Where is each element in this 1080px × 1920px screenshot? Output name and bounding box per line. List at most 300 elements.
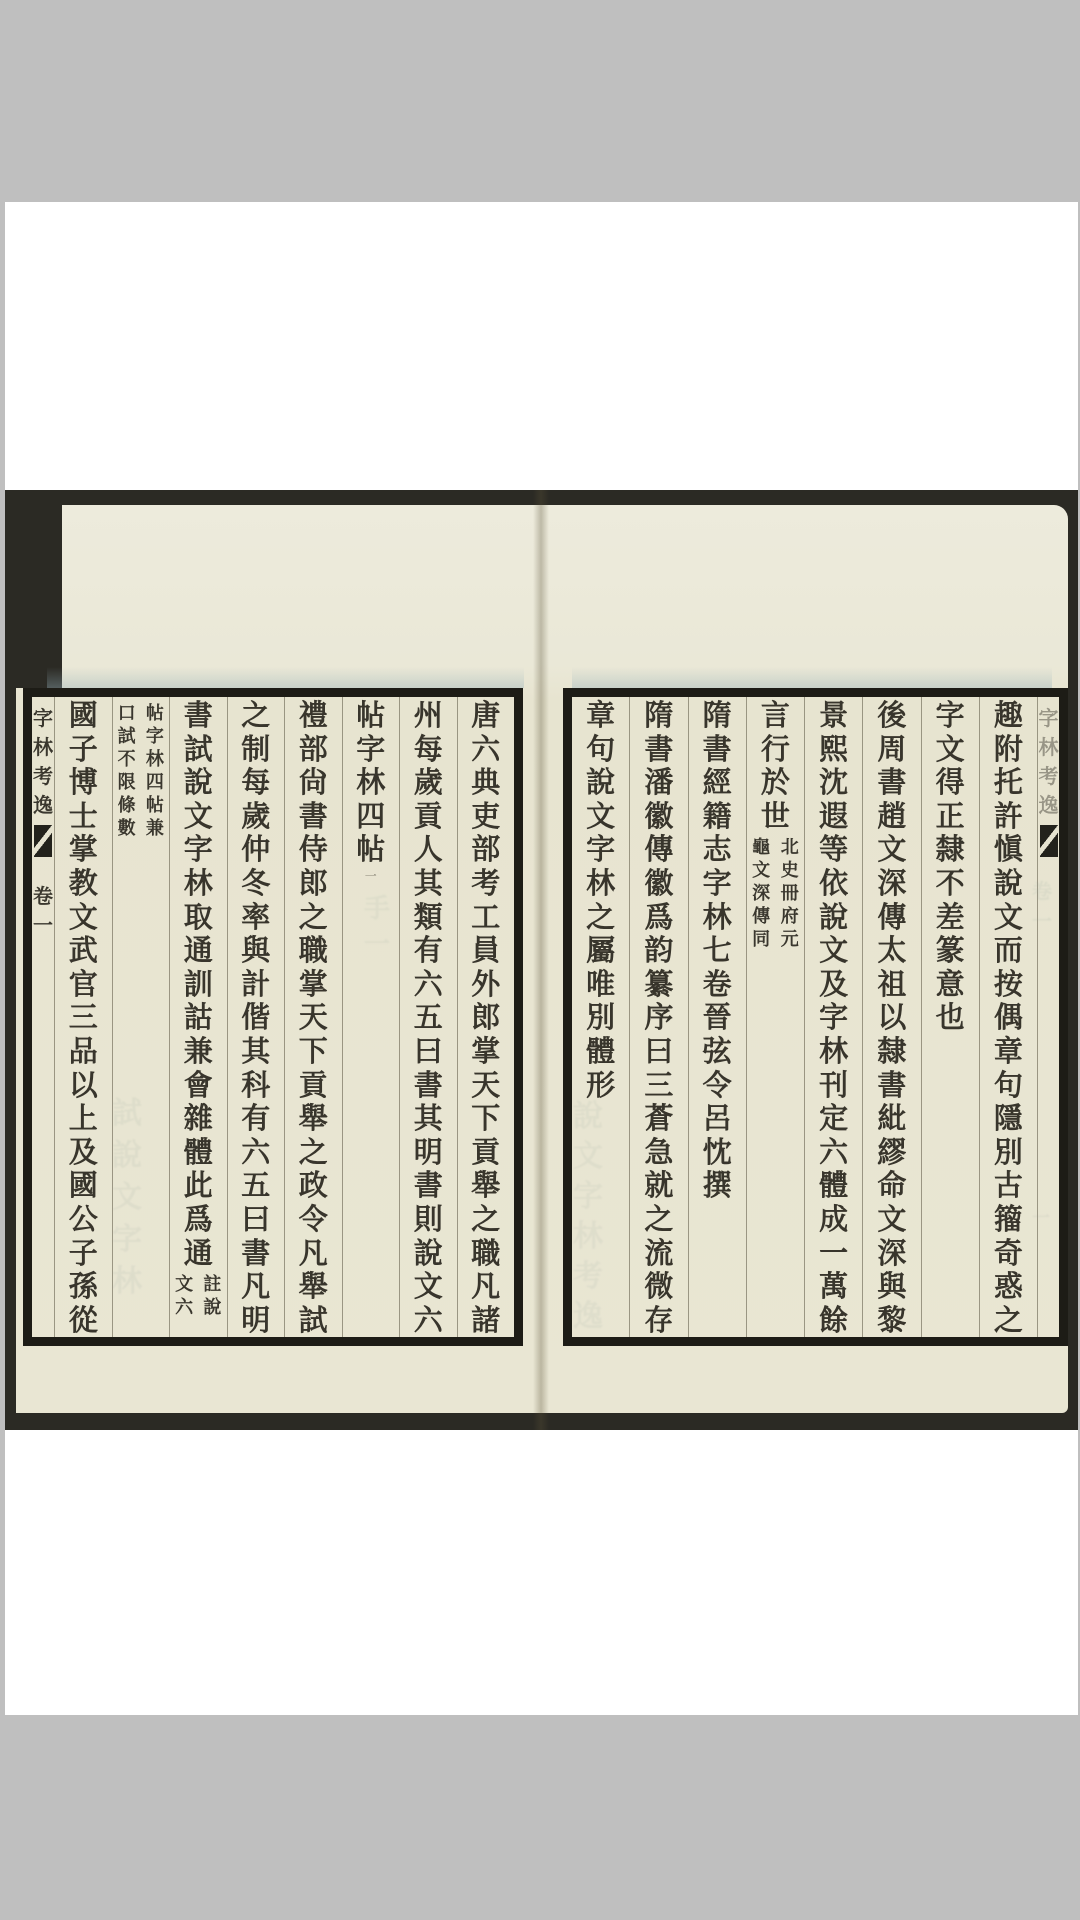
han-glyph: 六	[819, 1136, 849, 1169]
han-glyph: 志	[702, 834, 732, 867]
han-glyph: 弦	[702, 1035, 732, 1068]
han-glyph: 說	[413, 1237, 443, 1270]
han-glyph: 字	[145, 726, 164, 746]
han-glyph: 於	[760, 767, 790, 800]
bleedthrough-ghost-text: 試 說 文 字 林	[112, 1097, 142, 1298]
han-glyph: 唯	[586, 968, 616, 1001]
han-glyph: 行	[760, 733, 790, 766]
han-glyph: 說	[819, 901, 849, 934]
han-glyph: 林	[145, 749, 164, 769]
worn-corner-shadow	[16, 505, 62, 688]
han-glyph: 字	[356, 733, 386, 766]
bleedthrough-ghost-text: 手 一	[364, 894, 391, 959]
han-glyph: 從	[68, 1304, 98, 1337]
han-glyph: 隋	[644, 700, 674, 732]
han-glyph: 文	[877, 1203, 907, 1236]
han-glyph: 隸	[877, 1035, 907, 1068]
han-glyph: 愼	[993, 834, 1023, 867]
han-glyph: 別	[586, 1002, 616, 1035]
note-subcolumn	[775, 836, 804, 951]
han-glyph: 天	[471, 1069, 501, 1102]
han-glyph: 部	[471, 834, 501, 867]
han-glyph: 典	[471, 767, 501, 800]
han-glyph: 歲	[241, 800, 271, 833]
bleed-tint	[47, 667, 524, 688]
fishtail-mark	[1040, 825, 1058, 857]
han-glyph: 說	[203, 1297, 222, 1318]
han-glyph: 傳	[877, 901, 907, 934]
han-glyph: 每	[241, 767, 271, 800]
han-glyph: 貢	[413, 800, 443, 833]
han-glyph: 說	[993, 867, 1023, 900]
han-glyph: 五	[241, 1170, 271, 1203]
han-glyph: 體	[819, 1170, 849, 1203]
han-glyph: 子	[68, 733, 98, 766]
han-glyph: 國	[68, 1170, 98, 1203]
han-glyph: 以	[877, 1002, 907, 1035]
han-glyph: 其	[413, 867, 443, 900]
han-glyph: 林	[183, 867, 213, 900]
text-column	[399, 697, 457, 1337]
han-glyph: 字	[702, 867, 732, 900]
han-glyph: 有	[241, 1103, 271, 1136]
han-glyph: 許	[993, 800, 1023, 833]
han-glyph: 子	[68, 1237, 98, 1270]
han-glyph: 依	[819, 867, 849, 900]
han-glyph: 兼	[183, 1035, 213, 1068]
han-glyph: 蒼	[644, 1103, 674, 1136]
han-glyph: 餘	[819, 1304, 849, 1337]
han-glyph: 教	[68, 867, 98, 900]
han-glyph: 通	[183, 935, 213, 968]
text-frame-right	[563, 688, 1068, 1346]
han-glyph: 文	[175, 1274, 194, 1295]
han-glyph: 爲	[644, 901, 674, 934]
text-frame-left	[23, 688, 523, 1346]
han-glyph: 六	[413, 1304, 443, 1337]
han-glyph: 偶	[993, 1002, 1023, 1035]
han-glyph: 一	[33, 915, 53, 937]
han-glyph: 紕	[877, 1103, 907, 1136]
han-glyph: 文	[935, 733, 965, 766]
han-glyph: 書	[241, 1237, 271, 1270]
han-glyph: 此	[183, 1170, 213, 1203]
note-subcolumn	[198, 1273, 226, 1319]
han-glyph: 博	[68, 767, 98, 800]
han-glyph: 書	[298, 800, 328, 833]
han-glyph: 科	[241, 1069, 271, 1102]
han-glyph: 唐	[471, 700, 501, 732]
han-glyph: 職	[298, 935, 328, 968]
han-glyph: 字	[183, 834, 213, 867]
han-glyph: 撰	[702, 1170, 732, 1203]
text-column	[227, 697, 285, 1337]
han-glyph: 說	[586, 767, 616, 800]
han-glyph: 之	[993, 1304, 1023, 1337]
han-glyph: 七	[702, 935, 732, 968]
han-glyph: 文	[183, 800, 213, 833]
han-glyph: 字	[935, 700, 965, 732]
han-glyph: 其	[413, 1103, 443, 1136]
han-glyph: 經	[702, 767, 732, 800]
han-glyph: 員	[471, 935, 501, 968]
han-glyph: 卷	[33, 886, 53, 908]
han-glyph: 掌	[298, 968, 328, 1001]
han-glyph: 下	[298, 1035, 328, 1068]
han-glyph: 六	[241, 1136, 271, 1169]
han-glyph: 晉	[702, 1002, 732, 1035]
han-glyph: 舉	[298, 1271, 328, 1304]
han-glyph: 訓	[183, 968, 213, 1001]
text-column	[629, 697, 687, 1337]
han-glyph: 帖	[356, 834, 386, 867]
han-glyph: 趙	[877, 800, 907, 833]
han-glyph: 有	[413, 935, 443, 968]
han-glyph: 條	[117, 795, 136, 815]
han-glyph: 也	[935, 1002, 965, 1035]
han-glyph: 令	[298, 1203, 328, 1236]
text-column	[112, 697, 170, 1337]
han-glyph: 遐	[819, 800, 849, 833]
han-glyph: 及	[819, 968, 849, 1001]
han-glyph: 三	[644, 1069, 674, 1102]
han-glyph: 舉	[298, 1103, 328, 1136]
han-glyph: 類	[413, 901, 443, 934]
han-glyph: 考	[471, 867, 501, 900]
han-glyph: 後	[877, 700, 907, 732]
han-glyph: 不	[117, 749, 136, 769]
note-subcolumn	[113, 702, 141, 840]
han-glyph: 沈	[819, 767, 849, 800]
text-column	[457, 697, 515, 1337]
han-glyph: 而	[993, 935, 1023, 968]
han-glyph: 冬	[241, 867, 271, 900]
han-glyph: 景	[819, 700, 849, 732]
han-glyph: 卷	[702, 968, 732, 1001]
han-glyph: 府	[780, 906, 799, 927]
han-glyph: 句	[993, 1069, 1023, 1102]
han-glyph: 計	[241, 968, 271, 1001]
han-glyph: 傳	[752, 906, 771, 927]
text-column	[746, 697, 804, 1337]
center-fold-crease	[533, 490, 549, 1430]
han-glyph: 萬	[819, 1271, 849, 1304]
bleedthrough-ghost-text: 一	[1032, 1208, 1050, 1228]
han-glyph: 曰	[644, 1035, 674, 1068]
text-column	[804, 697, 862, 1337]
han-glyph: 忱	[702, 1136, 732, 1169]
interlinear-note	[113, 702, 170, 840]
han-glyph: 會	[183, 1069, 213, 1102]
bleedthrough-ghost-text: 卷 一	[1032, 881, 1052, 933]
han-glyph: 尙	[298, 767, 328, 800]
text-column	[54, 697, 112, 1337]
han-glyph: 林	[586, 867, 616, 900]
han-glyph: 職	[471, 1237, 501, 1270]
han-glyph: 帖	[356, 700, 386, 732]
han-glyph: 呂	[702, 1103, 732, 1136]
han-glyph: 帖	[145, 795, 164, 815]
han-glyph: 不	[935, 867, 965, 900]
han-glyph: 徽	[644, 867, 674, 900]
han-glyph: 傳	[644, 834, 674, 867]
han-glyph: 明	[413, 1136, 443, 1169]
han-glyph: 凡	[298, 1237, 328, 1270]
han-glyph: 數	[117, 818, 136, 838]
han-glyph: 流	[644, 1237, 674, 1270]
han-glyph: 附	[993, 733, 1023, 766]
interlinear-note	[747, 836, 804, 951]
han-glyph: 侍	[298, 834, 328, 867]
note-subcolumn	[747, 836, 776, 951]
han-glyph: 急	[644, 1136, 674, 1169]
han-glyph: 六	[175, 1297, 194, 1318]
banxin-strip	[1037, 697, 1059, 1337]
book-page-right	[540, 505, 1068, 1413]
han-glyph: 北	[780, 837, 799, 858]
text-column	[979, 697, 1037, 1337]
han-glyph: 武	[68, 935, 98, 968]
han-glyph: 章	[586, 700, 616, 732]
han-glyph: 文	[68, 901, 98, 934]
han-glyph: 明	[241, 1304, 271, 1337]
han-glyph: 之	[298, 901, 328, 934]
han-glyph: 趣	[993, 700, 1023, 732]
han-glyph: 字	[33, 708, 53, 730]
han-glyph: 六	[471, 733, 501, 766]
han-glyph: 世	[760, 800, 790, 833]
text-column	[572, 697, 629, 1337]
han-glyph: 書	[644, 733, 674, 766]
han-glyph: 同	[752, 929, 771, 950]
han-glyph: 六	[413, 968, 443, 1001]
han-glyph: 詁	[183, 1002, 213, 1035]
interlinear-note	[170, 1273, 227, 1319]
note-subcolumn	[141, 702, 169, 840]
han-glyph: 纂	[644, 968, 674, 1001]
han-glyph: 太	[877, 935, 907, 968]
han-glyph: 書	[413, 1170, 443, 1203]
han-glyph: 部	[298, 733, 328, 766]
han-glyph: 貢	[298, 1069, 328, 1102]
han-glyph: 書	[877, 1069, 907, 1102]
han-glyph: 存	[644, 1304, 674, 1337]
fishtail-mark	[34, 825, 52, 857]
han-glyph: 隱	[993, 1103, 1023, 1136]
han-glyph: 雜	[183, 1103, 213, 1136]
han-glyph: 品	[68, 1035, 98, 1068]
han-glyph: 與	[877, 1271, 907, 1304]
han-glyph: 公	[68, 1203, 98, 1236]
han-glyph: 成	[819, 1203, 849, 1236]
han-glyph: 試	[183, 733, 213, 766]
han-glyph: 書	[413, 1069, 443, 1102]
han-glyph: 書	[877, 767, 907, 800]
han-glyph: 隋	[702, 700, 732, 732]
han-glyph: 文	[752, 860, 771, 881]
han-glyph: 註	[203, 1274, 222, 1295]
han-glyph: 掌	[471, 1035, 501, 1068]
note-subcolumn	[170, 1273, 198, 1319]
han-glyph: 按	[993, 968, 1023, 1001]
bleed-tint	[572, 667, 1053, 688]
han-glyph: 命	[877, 1170, 907, 1203]
han-glyph: 郎	[471, 1002, 501, 1035]
han-glyph: 惑	[993, 1271, 1023, 1304]
han-glyph: 吏	[471, 800, 501, 833]
han-glyph: 文	[413, 1271, 443, 1304]
han-glyph: 微	[644, 1271, 674, 1304]
han-glyph: 得	[935, 767, 965, 800]
han-glyph: 爲	[183, 1203, 213, 1236]
han-glyph: 字	[819, 1002, 849, 1035]
han-glyph: 冊	[780, 883, 799, 904]
han-glyph: 一	[364, 868, 377, 883]
han-glyph: 龜	[752, 837, 771, 858]
han-glyph: 定	[819, 1103, 849, 1136]
han-glyph: 文	[819, 935, 849, 968]
han-glyph: 歲	[413, 767, 443, 800]
banxin-strip	[32, 697, 54, 1337]
text-column	[169, 697, 227, 1337]
han-glyph: 隸	[935, 834, 965, 867]
han-glyph: 每	[413, 733, 443, 766]
han-glyph: 文	[586, 800, 616, 833]
han-glyph: 深	[877, 867, 907, 900]
han-glyph: 序	[644, 1002, 674, 1035]
han-glyph: 則	[413, 1203, 443, 1236]
han-glyph: 曰	[413, 1035, 443, 1068]
han-glyph: 掌	[68, 834, 98, 867]
han-glyph: 限	[117, 772, 136, 792]
han-glyph: 四	[356, 800, 386, 833]
han-glyph: 文	[993, 901, 1023, 934]
han-glyph: 以	[68, 1069, 98, 1102]
han-glyph: 天	[298, 1002, 328, 1035]
han-glyph: 五	[413, 1002, 443, 1035]
han-glyph: 字	[586, 834, 616, 867]
han-glyph: 郎	[298, 867, 328, 900]
han-glyph: 凡	[471, 1271, 501, 1304]
han-glyph: 偕	[241, 1002, 271, 1035]
han-glyph: 別	[993, 1136, 1023, 1169]
han-glyph: 潘	[644, 767, 674, 800]
text-column	[284, 697, 342, 1337]
han-glyph: 逸	[1038, 795, 1059, 817]
han-glyph: 仲	[241, 834, 271, 867]
han-glyph: 形	[586, 1069, 616, 1102]
text-column	[688, 697, 746, 1337]
bleedthrough-ghost-text: 說 文 字 林 考 逸	[573, 1100, 603, 1333]
han-glyph: 試	[117, 726, 136, 746]
han-glyph: 之	[644, 1203, 674, 1236]
han-glyph: 就	[644, 1170, 674, 1203]
han-glyph: 帖	[145, 703, 164, 723]
han-glyph: 等	[819, 834, 849, 867]
han-glyph: 籍	[702, 800, 732, 833]
han-glyph: 句	[586, 733, 616, 766]
book-page-left	[16, 505, 540, 1413]
han-glyph: 籀	[993, 1203, 1023, 1236]
text-column	[921, 697, 979, 1337]
han-glyph: 之	[471, 1203, 501, 1236]
han-glyph: 史	[780, 860, 799, 881]
han-glyph: 林	[33, 737, 53, 759]
volume-label	[33, 883, 53, 941]
text-column	[862, 697, 920, 1337]
han-glyph: 古	[993, 1170, 1023, 1203]
han-glyph: 繆	[877, 1136, 907, 1169]
han-glyph: 黎	[877, 1304, 907, 1337]
han-glyph: 國	[68, 700, 98, 732]
han-glyph: 口	[117, 703, 136, 723]
han-glyph: 通	[183, 1237, 213, 1270]
han-glyph: 外	[471, 968, 501, 1001]
han-glyph: 逸	[33, 795, 53, 817]
han-glyph: 意	[935, 968, 965, 1001]
han-glyph: 凡	[241, 1271, 271, 1304]
han-glyph: 林	[356, 767, 386, 800]
han-glyph: 深	[877, 1237, 907, 1270]
han-glyph: 考	[1038, 766, 1059, 788]
han-glyph: 人	[413, 834, 443, 867]
han-glyph: 舉	[471, 1170, 501, 1203]
han-glyph: 州	[413, 700, 443, 732]
han-glyph: 篆	[935, 935, 965, 968]
han-glyph: 政	[298, 1170, 328, 1203]
han-glyph: 兼	[145, 818, 164, 838]
han-glyph: 之	[241, 700, 271, 732]
han-glyph: 韵	[644, 935, 674, 968]
han-glyph: 屬	[586, 935, 616, 968]
han-glyph: 差	[935, 901, 965, 934]
han-glyph: 托	[993, 767, 1023, 800]
han-glyph: 諸	[471, 1304, 501, 1337]
han-glyph: 刊	[819, 1069, 849, 1102]
han-glyph: 體	[183, 1136, 213, 1169]
han-glyph: 之	[298, 1136, 328, 1169]
book-scan	[5, 490, 1078, 1430]
han-glyph: 官	[68, 968, 98, 1001]
han-glyph: 體	[586, 1035, 616, 1068]
han-glyph: 制	[241, 733, 271, 766]
han-glyph: 率	[241, 901, 271, 934]
han-glyph: 貢	[471, 1136, 501, 1169]
han-glyph: 說	[183, 767, 213, 800]
han-glyph: 徽	[644, 800, 674, 833]
han-glyph: 書	[702, 733, 732, 766]
han-glyph: 禮	[298, 700, 328, 732]
text-column	[342, 697, 400, 1337]
han-glyph: 曰	[241, 1203, 271, 1236]
han-glyph: 熙	[819, 733, 849, 766]
han-glyph: 上	[68, 1103, 98, 1136]
han-glyph: 林	[819, 1035, 849, 1068]
han-glyph: 深	[752, 883, 771, 904]
han-glyph: 之	[586, 901, 616, 934]
han-glyph: 正	[935, 800, 965, 833]
han-glyph: 試	[298, 1304, 328, 1337]
han-glyph: 工	[471, 901, 501, 934]
han-glyph: 字	[1038, 708, 1059, 730]
han-glyph: 與	[241, 935, 271, 968]
han-glyph: 書	[183, 700, 213, 732]
han-glyph: 林	[1038, 737, 1059, 759]
han-glyph: 其	[241, 1035, 271, 1068]
han-glyph: 周	[877, 733, 907, 766]
han-glyph: 下	[471, 1103, 501, 1136]
han-glyph: 令	[702, 1069, 732, 1102]
